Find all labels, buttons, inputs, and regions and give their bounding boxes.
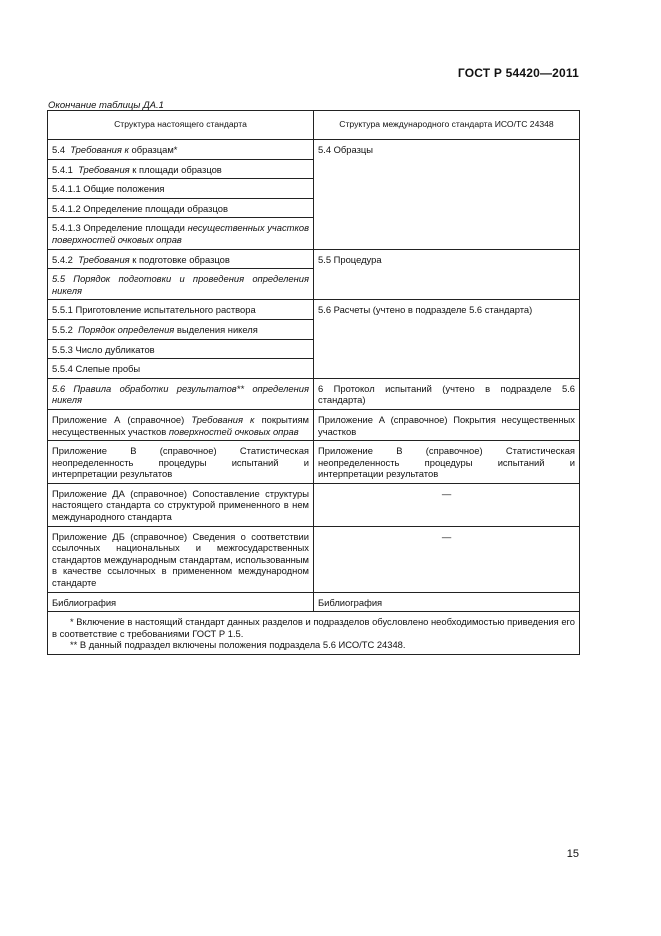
clause-italic: 5.6 Правила обработки результатов** определения никеля bbox=[52, 382, 309, 406]
cell-intl-structure: 5.4 Образцы bbox=[314, 140, 580, 250]
table-notes-row bbox=[48, 612, 580, 655]
clause-text: выделения никеля bbox=[174, 323, 258, 335]
clause-text: покрытиям несущественных участков bbox=[52, 413, 309, 437]
table-notes bbox=[48, 612, 580, 655]
cell-own-structure: Приложение ДБ (справочное) Сведения о соответствии ссылочных национальных и межгосударственных стандартов международным стандартам, использованным в качестве ссылочных в примененном международном стандарте bbox=[48, 526, 314, 592]
table-row bbox=[48, 441, 580, 484]
footnote-1: * Включение в настоящий стандарт данных разделов и подразделов обусловлено необходимостью приведения его в соответствие с требованиями ГОСТ Р 1.5. bbox=[52, 616, 575, 639]
clause-italic: Требования bbox=[78, 163, 130, 175]
table-caption: Окончание таблицы ДА.1 bbox=[48, 100, 164, 111]
table-row bbox=[48, 409, 580, 440]
clause-italic: Требования к bbox=[191, 413, 255, 425]
cell-own-structure: 5.5.1 Приготовление испытательного раствора bbox=[48, 300, 314, 320]
page-number: 15 bbox=[566, 848, 579, 860]
col2-header: Структура международного стандарта ИСО/ТС 24348 bbox=[314, 111, 580, 140]
cell-intl-structure: — bbox=[314, 483, 580, 526]
clause-text: Приложение А (справочное) bbox=[52, 413, 192, 425]
table-header-row bbox=[48, 111, 580, 140]
cell-own-structure: 5.5.4 Слепые пробы bbox=[48, 359, 314, 379]
clause-number: 5.4.2 bbox=[52, 253, 73, 265]
cell-own-structure: 5.4.1.2 Определение площади образцов bbox=[48, 198, 314, 218]
cell-own-structure bbox=[48, 378, 314, 409]
structure-comparison-table bbox=[47, 110, 580, 655]
clause-italic: поверхностей очковых оправ bbox=[168, 425, 299, 437]
cell-own-structure bbox=[48, 319, 314, 339]
cell-own-structure bbox=[48, 140, 314, 160]
table-row bbox=[48, 526, 580, 592]
table-row bbox=[48, 483, 580, 526]
clause-italic: 5.5 Порядок подготовки и проведения определения никеля bbox=[52, 273, 309, 296]
cell-own-structure bbox=[48, 159, 314, 179]
cell-intl-structure: Приложение В (справочное) Статистическая неопределенность процедуры испытаний и интерпретации результатов bbox=[314, 441, 580, 484]
cell-intl-structure: Приложение А (справочное) Покрытия несущественных участков bbox=[314, 409, 580, 440]
clause-text: 5.4.1.3 Определение площади bbox=[52, 222, 188, 234]
clause-italic: Требования к bbox=[70, 144, 129, 155]
col1-header: Структура настоящего стандарта bbox=[48, 111, 314, 140]
clause-italic: Требования bbox=[78, 253, 130, 265]
cell-own-structure bbox=[48, 249, 314, 269]
cell-own-structure bbox=[48, 218, 314, 249]
cell-own-structure: Приложение В (справочное) Статистическая неопределенность процедуры испытаний и интерпретации результатов bbox=[48, 441, 314, 484]
clause-number: 5.4 bbox=[52, 144, 66, 155]
cell-own-structure: Библиография bbox=[48, 592, 314, 612]
clause-number: 5.5.2 bbox=[52, 323, 73, 335]
cell-intl-structure: 5.6 Расчеты (учтено в подразделе 5.6 стандарта) bbox=[314, 300, 580, 378]
table-row bbox=[48, 300, 580, 320]
cell-intl-structure: Библиография bbox=[314, 592, 580, 612]
cell-intl-structure: 5.5 Процедура bbox=[314, 249, 580, 300]
cell-own-structure: 5.4.1.1 Общие положения bbox=[48, 179, 314, 199]
table-row bbox=[48, 378, 580, 409]
clause-text: к подготовке образцов bbox=[129, 253, 230, 265]
cell-own-structure bbox=[48, 409, 314, 440]
clause-italic: Порядок определения bbox=[78, 323, 175, 335]
cell-intl-structure: — bbox=[314, 526, 580, 592]
footnote-2: ** В данный подраздел включены положения подраздела 5.6 ИСО/ТС 24348. bbox=[70, 639, 406, 651]
clause-number: 5.4.1 bbox=[52, 163, 73, 175]
cell-intl-structure: 6 Протокол испытаний (учтено в подразделе 5.6 стандарта) bbox=[314, 378, 580, 409]
table-row bbox=[48, 249, 580, 269]
cell-own-structure: Приложение ДА (справочное) Сопоставление структуры настоящего стандарта со структурой примененного в нем международного стандарта bbox=[48, 483, 314, 526]
table-row bbox=[48, 592, 580, 612]
cell-own-structure bbox=[48, 269, 314, 300]
cell-own-structure: 5.5.3 Число дубликатов bbox=[48, 339, 314, 359]
clause-text: образцам* bbox=[128, 144, 178, 155]
clause-italic: несущественных участков поверхностей очковых оправ bbox=[52, 222, 309, 245]
table-row bbox=[48, 140, 580, 160]
document-code: ГОСТ Р 54420—2011 bbox=[457, 66, 579, 80]
clause-text: к площади образцов bbox=[129, 163, 222, 175]
